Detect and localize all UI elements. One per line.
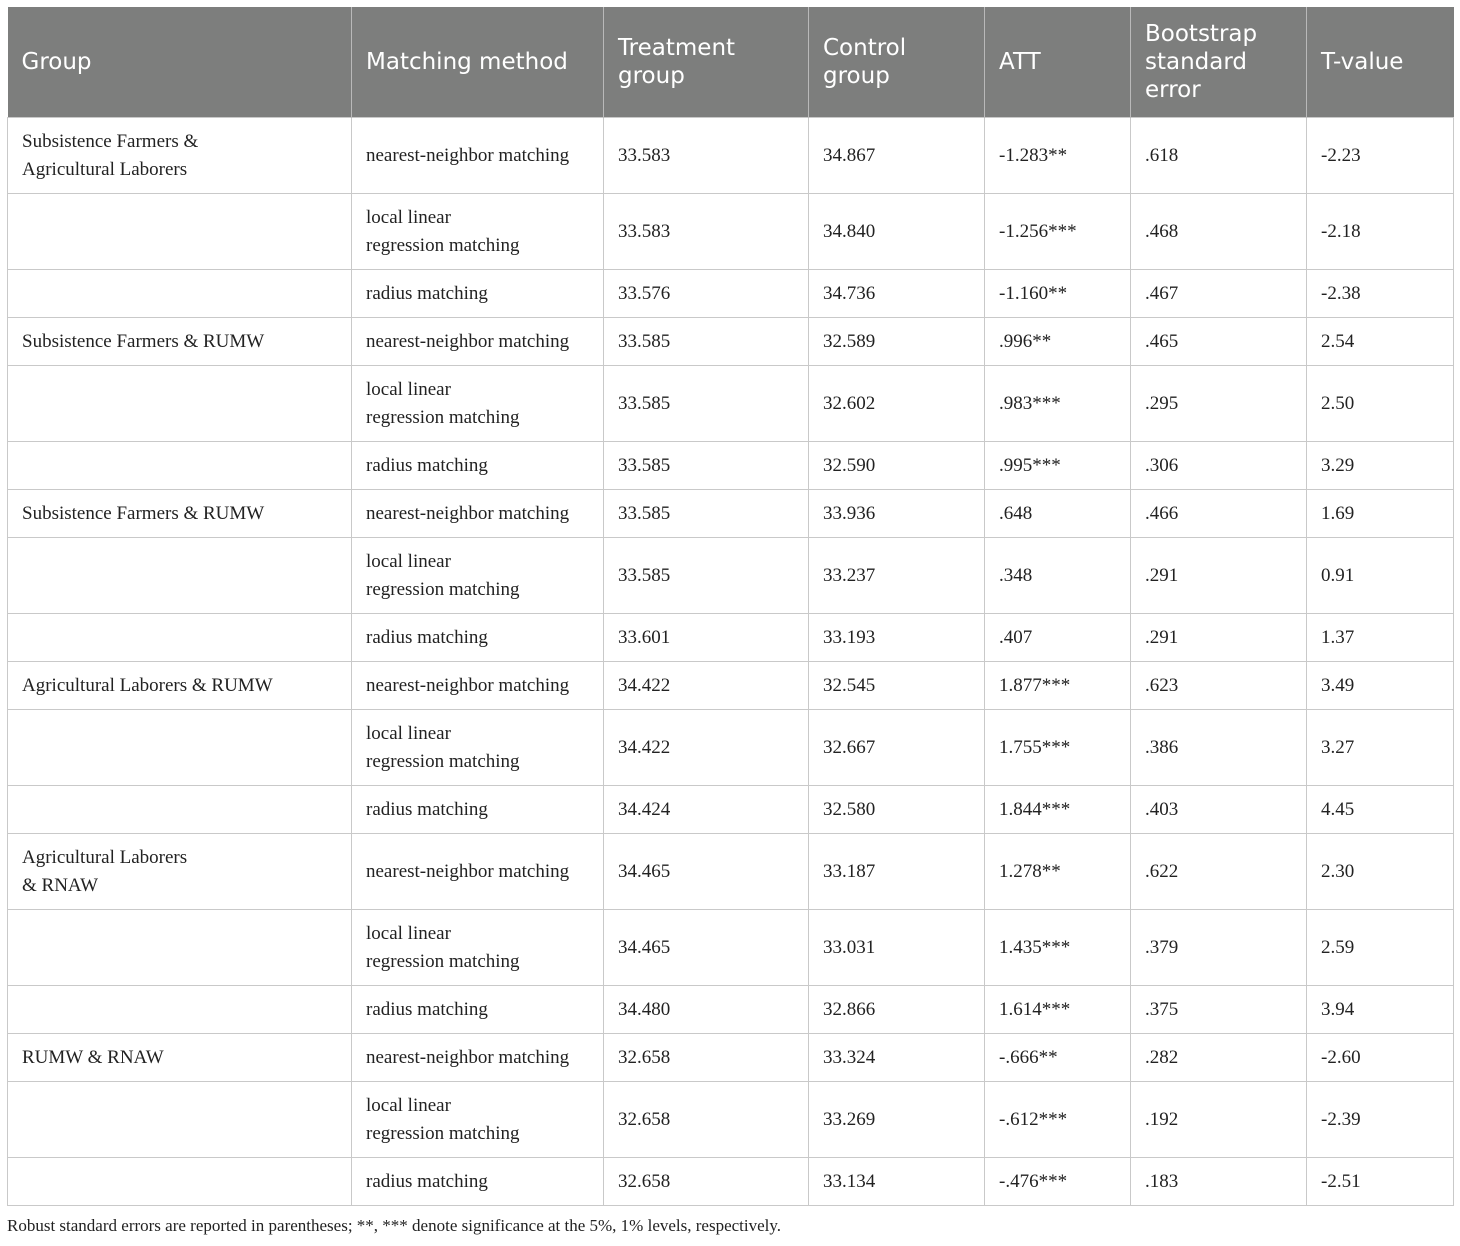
matching-method-cell: local linear regression matching	[352, 710, 604, 786]
bootstrap-se-cell: .375	[1131, 986, 1307, 1034]
matching-method-cell: local linear regression matching	[352, 910, 604, 986]
treatment-group-cell: 34.480	[604, 986, 809, 1034]
table-row	[8, 614, 1454, 662]
treatment-group-cell: 33.585	[604, 442, 809, 490]
t-value-cell: 0.91	[1307, 538, 1454, 614]
t-value-cell: 4.45	[1307, 786, 1454, 834]
t-value-cell: 2.50	[1307, 366, 1454, 442]
att-cell: .983***	[985, 366, 1131, 442]
att-cell: .996**	[985, 318, 1131, 366]
att-cell: 1.614***	[985, 986, 1131, 1034]
group-cell	[8, 270, 352, 318]
matching-method-cell: radius matching	[352, 442, 604, 490]
att-cell: 1.877***	[985, 662, 1131, 710]
table-header	[8, 7, 1454, 118]
table-body	[8, 118, 1454, 1206]
treatment-group-cell: 34.422	[604, 710, 809, 786]
bootstrap-se-cell: .468	[1131, 194, 1307, 270]
t-value-cell: -2.18	[1307, 194, 1454, 270]
bootstrap-se-cell: .295	[1131, 366, 1307, 442]
table-row	[8, 1158, 1454, 1206]
bootstrap-se-cell: .379	[1131, 910, 1307, 986]
treatment-group-cell: 34.465	[604, 910, 809, 986]
att-cell: -1.160**	[985, 270, 1131, 318]
matching-method-cell: radius matching	[352, 1158, 604, 1206]
control-group-cell: 33.193	[809, 614, 985, 662]
matching-method-cell: local linear regression matching	[352, 194, 604, 270]
table-row	[8, 910, 1454, 986]
table-row	[8, 834, 1454, 910]
treatment-group-cell: 34.422	[604, 662, 809, 710]
matching-method-cell: radius matching	[352, 614, 604, 662]
control-group-cell: 32.580	[809, 786, 985, 834]
table-row	[8, 1034, 1454, 1082]
group-cell	[8, 614, 352, 662]
control-group-cell: 33.269	[809, 1082, 985, 1158]
t-value-cell: -2.38	[1307, 270, 1454, 318]
group-cell	[8, 910, 352, 986]
group-cell	[8, 786, 352, 834]
t-value-cell: 3.27	[1307, 710, 1454, 786]
table-row	[8, 986, 1454, 1034]
treatment-group-cell: 34.424	[604, 786, 809, 834]
treatment-group-cell: 33.601	[604, 614, 809, 662]
group-cell: Subsistence Farmers & RUMW	[8, 490, 352, 538]
table-row	[8, 538, 1454, 614]
table-row	[8, 270, 1454, 318]
treatment-group-cell: 32.658	[604, 1082, 809, 1158]
group-cell: RUMW & RNAW	[8, 1034, 352, 1082]
group-cell	[8, 986, 352, 1034]
treatment-group-cell: 32.658	[604, 1034, 809, 1082]
header-row	[8, 7, 1454, 118]
group-cell	[8, 442, 352, 490]
treatment-group-cell: 32.658	[604, 1158, 809, 1206]
bootstrap-se-cell: .467	[1131, 270, 1307, 318]
treatment-group-cell: 33.585	[604, 318, 809, 366]
att-cell: 1.755***	[985, 710, 1131, 786]
treatment-group-cell: 34.465	[604, 834, 809, 910]
header-group: Group	[8, 7, 352, 118]
matching-results-table	[7, 7, 1454, 1206]
matching-method-cell: nearest-neighbor matching	[352, 662, 604, 710]
t-value-cell: -2.51	[1307, 1158, 1454, 1206]
att-cell: 1.278**	[985, 834, 1131, 910]
group-cell	[8, 366, 352, 442]
group-cell: Subsistence Farmers & Agricultural Laborers	[8, 118, 352, 194]
header-bootstrap-standard-error: Bootstrap standard error	[1131, 7, 1307, 118]
control-group-cell: 34.840	[809, 194, 985, 270]
results-table-container	[7, 7, 1453, 1206]
group-cell	[8, 1082, 352, 1158]
matching-method-cell: nearest-neighbor matching	[352, 490, 604, 538]
treatment-group-cell: 33.585	[604, 538, 809, 614]
control-group-cell: 32.602	[809, 366, 985, 442]
bootstrap-se-cell: .183	[1131, 1158, 1307, 1206]
table-footnote: Robust standard errors are reported in parentheses; **, *** denote significance at the 5%, 1% levels, respectively.	[7, 1216, 782, 1235]
group-cell: Agricultural Laborers & RUMW	[8, 662, 352, 710]
bootstrap-se-cell: .618	[1131, 118, 1307, 194]
bootstrap-se-cell: .623	[1131, 662, 1307, 710]
matching-method-cell: nearest-neighbor matching	[352, 118, 604, 194]
t-value-cell: 1.37	[1307, 614, 1454, 662]
t-value-cell: -2.23	[1307, 118, 1454, 194]
bootstrap-se-cell: .403	[1131, 786, 1307, 834]
header-treatment-group: Treatment group	[604, 7, 809, 118]
t-value-cell: -2.60	[1307, 1034, 1454, 1082]
table-row	[8, 490, 1454, 538]
att-cell: .995***	[985, 442, 1131, 490]
group-cell	[8, 1158, 352, 1206]
matching-method-cell: local linear regression matching	[352, 1082, 604, 1158]
bootstrap-se-cell: .622	[1131, 834, 1307, 910]
matching-method-cell: nearest-neighbor matching	[352, 1034, 604, 1082]
att-cell: -.476***	[985, 1158, 1131, 1206]
table-row	[8, 710, 1454, 786]
control-group-cell: 33.031	[809, 910, 985, 986]
control-group-cell: 33.936	[809, 490, 985, 538]
treatment-group-cell: 33.583	[604, 118, 809, 194]
matching-method-cell: nearest-neighbor matching	[352, 834, 604, 910]
bootstrap-se-cell: .386	[1131, 710, 1307, 786]
t-value-cell: 3.29	[1307, 442, 1454, 490]
bootstrap-se-cell: .306	[1131, 442, 1307, 490]
matching-method-cell: radius matching	[352, 986, 604, 1034]
matching-method-cell: local linear regression matching	[352, 366, 604, 442]
header-t-value: T-value	[1307, 7, 1454, 118]
group-cell	[8, 194, 352, 270]
table-row	[8, 194, 1454, 270]
table-row	[8, 786, 1454, 834]
table-row	[8, 662, 1454, 710]
treatment-group-cell: 33.585	[604, 366, 809, 442]
att-cell: 1.435***	[985, 910, 1131, 986]
bootstrap-se-cell: .466	[1131, 490, 1307, 538]
att-cell: -1.256***	[985, 194, 1131, 270]
att-cell: .648	[985, 490, 1131, 538]
matching-method-cell: local linear regression matching	[352, 538, 604, 614]
t-value-cell: 1.69	[1307, 490, 1454, 538]
bootstrap-se-cell: .282	[1131, 1034, 1307, 1082]
control-group-cell: 33.237	[809, 538, 985, 614]
group-cell	[8, 710, 352, 786]
bootstrap-se-cell: .291	[1131, 614, 1307, 662]
t-value-cell: 2.59	[1307, 910, 1454, 986]
control-group-cell: 32.667	[809, 710, 985, 786]
header-att: ATT	[985, 7, 1131, 118]
att-cell: -.666**	[985, 1034, 1131, 1082]
header-matching-method: Matching method	[352, 7, 604, 118]
table-row	[8, 318, 1454, 366]
matching-method-cell: nearest-neighbor matching	[352, 318, 604, 366]
t-value-cell: 2.54	[1307, 318, 1454, 366]
bootstrap-se-cell: .192	[1131, 1082, 1307, 1158]
matching-method-cell: radius matching	[352, 786, 604, 834]
control-group-cell: 34.736	[809, 270, 985, 318]
control-group-cell: 32.866	[809, 986, 985, 1034]
matching-method-cell: radius matching	[352, 270, 604, 318]
att-cell: -.612***	[985, 1082, 1131, 1158]
att-cell: .348	[985, 538, 1131, 614]
table-row	[8, 366, 1454, 442]
treatment-group-cell: 33.585	[604, 490, 809, 538]
att-cell: .407	[985, 614, 1131, 662]
treatment-group-cell: 33.576	[604, 270, 809, 318]
table-row	[8, 118, 1454, 194]
control-group-cell: 34.867	[809, 118, 985, 194]
treatment-group-cell: 33.583	[604, 194, 809, 270]
header-control-group: Control group	[809, 7, 985, 118]
table-row	[8, 442, 1454, 490]
bootstrap-se-cell: .291	[1131, 538, 1307, 614]
group-cell	[8, 538, 352, 614]
t-value-cell: 3.94	[1307, 986, 1454, 1034]
control-group-cell: 33.134	[809, 1158, 985, 1206]
t-value-cell: 2.30	[1307, 834, 1454, 910]
table-row	[8, 1082, 1454, 1158]
control-group-cell: 33.324	[809, 1034, 985, 1082]
control-group-cell: 33.187	[809, 834, 985, 910]
t-value-cell: 3.49	[1307, 662, 1454, 710]
control-group-cell: 32.589	[809, 318, 985, 366]
bootstrap-se-cell: .465	[1131, 318, 1307, 366]
att-cell: 1.844***	[985, 786, 1131, 834]
group-cell: Subsistence Farmers & RUMW	[8, 318, 352, 366]
control-group-cell: 32.545	[809, 662, 985, 710]
group-cell: Agricultural Laborers & RNAW	[8, 834, 352, 910]
t-value-cell: -2.39	[1307, 1082, 1454, 1158]
control-group-cell: 32.590	[809, 442, 985, 490]
att-cell: -1.283**	[985, 118, 1131, 194]
